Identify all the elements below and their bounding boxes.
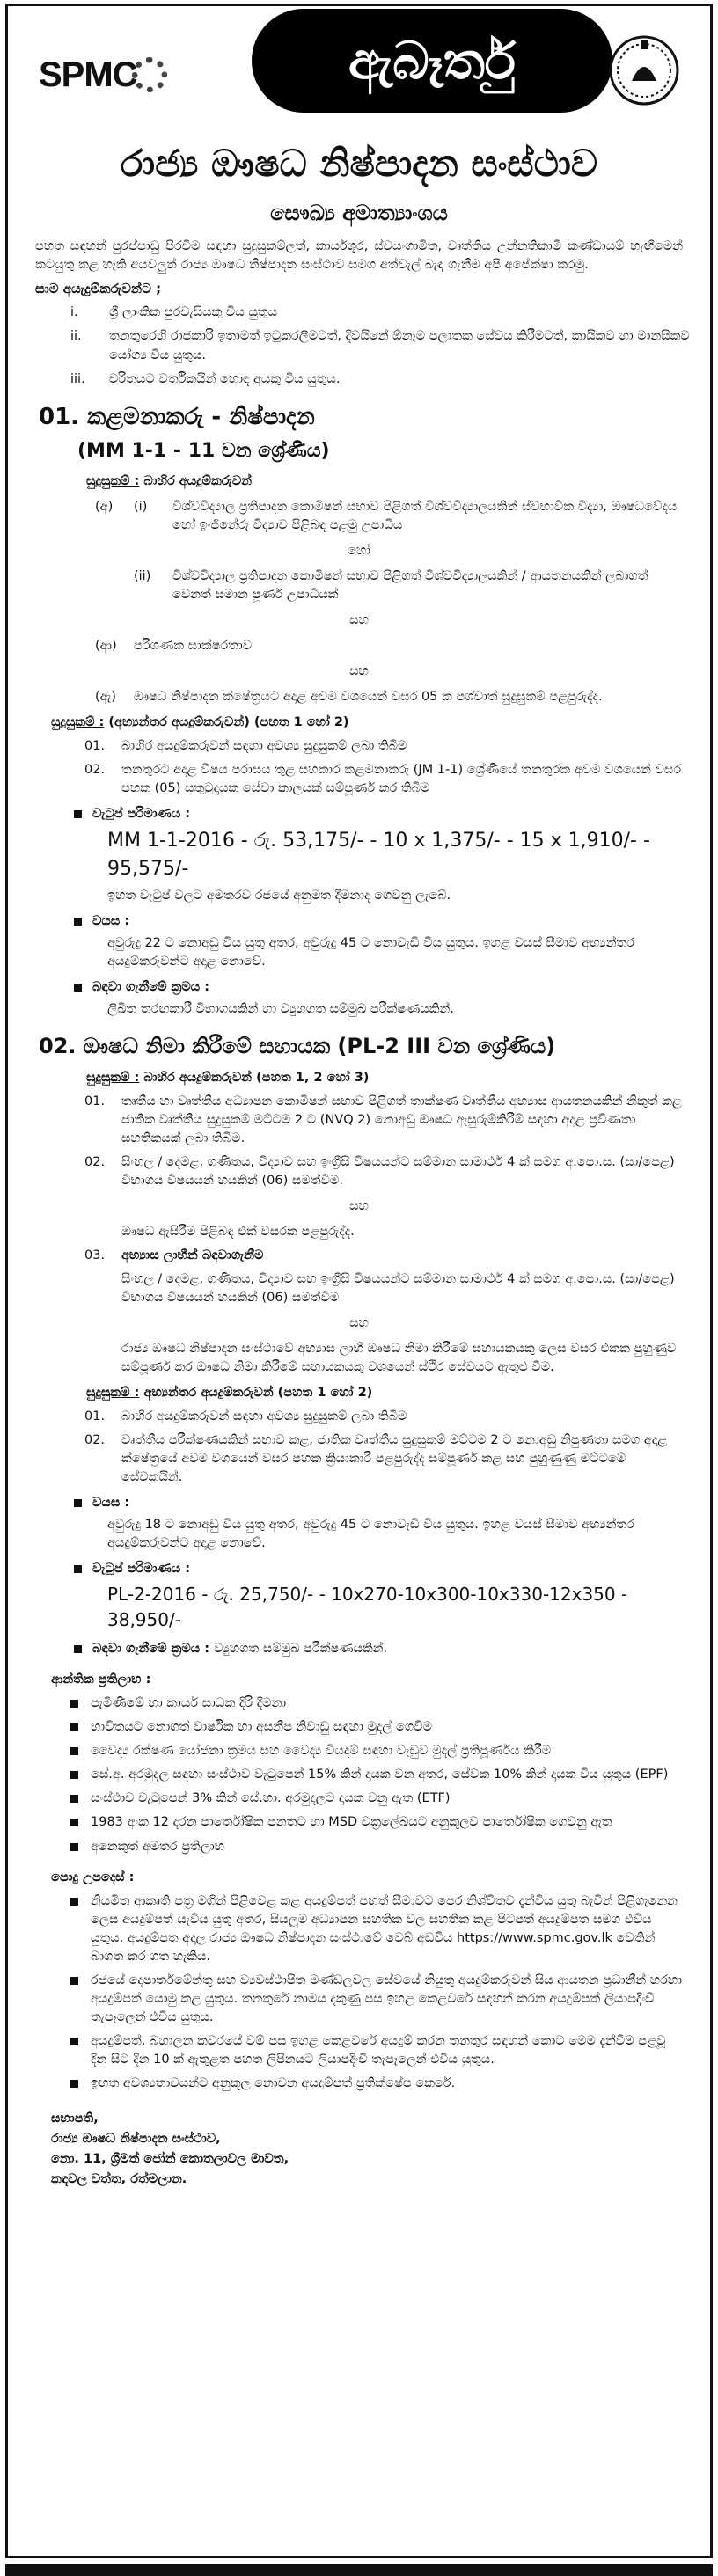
general-instructions-title: පොදු උපදෙස් : [51,1870,135,1884]
and-word: සහ [349,664,369,679]
list-item: ii. තනතුරෙහි රාජකාරි ඉතාමත් ඉටුකරලීමටත්, දිවයිනේ ඕනෑම පලාතක සේවය කිරීමටත්, කායිකව හා මානසිකව යෝග්‍ය විය යුතුය. [70,329,690,362]
org-name: රාජ්‍ය ඖෂධ නිෂ්පාදන සංස්ථාව [120,142,598,185]
header [16,0,702,132]
general-requirements-title: සාම අයැදුම්කරුවන්ට ; [35,280,162,296]
logo-ring-icon [132,57,167,92]
national-emblem-icon [607,26,681,114]
benefits-title: ආන්තික ප්‍රතිලාභ : [51,1672,151,1687]
benefit-item: සේ.අ. අරමුදල සඳහා සංස්ථාව වැටුපෙන් 15% කින් දායක වන අතර, සේවක 10% කින් දායක විය යුතුය (EPF) [70,1766,683,1784]
post-1-external-qualifications-heading: සුදුසුකම් : බාහිර අයදුම්කරුවන් [86,474,253,489]
and-word: සහ [349,613,369,628]
postal-address: සභාපති, රාජ්‍ය ඖෂධ නිෂ්පාදන සංස්ථාව, නො. 11, ශ්‍රීමත් ජෝන් කොතලාවල මාවත, කඳවල වත්ත, රත්මලාන. [51,2111,289,2187]
benefit-item: අනෙකුත් අමතර ප්‍රතිලාභ [70,1838,683,1856]
post-2-internal-qualifications-heading: සුදුසුකම් : අභ්‍යන්තර අයදුම්කරුවන් (පහත 1 හෝ 2) [86,1386,373,1401]
post-1-title: 01. කළමනාකරු - නිෂ්පාදන [39,403,315,430]
instruction-item: රජයේ දෙපාර්තමේන්තු සහ ව්‍යවස්ථාපිත මණ්ඩලවල සේවයේ නියුතු අයදුම්කරුවන් සිය ආයතන ප්‍රධානීන් හරහා අයදුම්පත් යොමු කළ යුතුය. තනතුරේ නාමය දකුණු පස ඉහළ කෙළවරේ සඳහන් කරන අයදුම්පත් ලියාපදිංචි තැපෑලෙන් එවිය යුතුය. [70,1972,683,2027]
post-2-title: 02. ඖෂධ නිමා කිරීමේ සහායක (PL-2 III වන ශ්‍රේණිය) [39,1034,556,1059]
age-label: වයස : [93,1494,683,1512]
benefit-item: 1983 අංක 12 දරන පාර්තෝෂික පනතට හා MSD චක්‍රලේඛයට අනුකූලව පාර්තෝෂික ගෙවනු ඇත [70,1813,683,1832]
list-item: 02. සිංහල / දෙමළ, ගණිතය, විද්‍යාව සහ ඉංග්‍රීසි විෂයයන්ට සම්මාන සාමාර්ථ 4 ක් සමග අ.පො.ස. (සා/පෙළ) විභාගය විෂයයන් හයකින් (06) සමත්වීම. [84,1155,675,1189]
list-item: 03. අභ්‍යාස ලාභීන් බඳවාගැනීම [84,1248,264,1263]
post-1-qual-a-ii: (ii) විශ්වවිද්‍යාල ප්‍රතිපාදන කොමිෂන් සභාව පිළිගත් විශ්වවිද්‍යාලයකින් / ආයතනයකින් ලබාගත් වෙනත් සමාන පූර්ණ උපාධියක් [134,569,648,603]
experience-note: ඖෂධ ඇසිරීම පිළිබඳ එක් වසරක පළපුරුද්ද. [121,1225,355,1240]
benefit-item: භාවිතයට නොගත් වාර්ෂික හා අසනීප නිවාඩු සඳහා මුදල් ගෙවීම [70,1718,683,1737]
list-item: 01. තෘතීය හා වෘත්තීය අධ්‍යාපන කොමිෂන් සභාව පිළිගත් තාක්ෂණ වෘත්තීය අභ්‍යාස ආයතනයකින් නිකුත් කළ ජාතික වෘත්තීය සුදුසුකම් මට්ටම 2 ට (NVQ 2) නොඅඩු ඖෂධ ඇසුරුම්කිරීම් සඳහා අදාළ ප්‍රවීණතා සහතිකයක් ලබා තිබීම. [84,1094,682,1146]
salary-label: වැටුප් පරිමාණය : [93,805,683,823]
post-2-external-qualifications-heading: සුදුසුකම් : බාහිර අයදුම්කරුවන් (පහත 1, 2 හෝ 3) [86,1071,370,1086]
instruction-item: ඉහත අවශ්‍යතාවයන්ට අනුකූල නොවන අයදුම්පත් ප්‍රතික්ෂේප කෙරේ. [70,2075,683,2093]
salary-scale: PL-2-2016 - රු. 25,750/- - 10x270-10x300-10x330-12x350 - 38,950/- [107,1584,628,1631]
logo-text: SPMC [39,55,137,94]
post-1-qual-a-i: (අ) (i) විශ්වවිද්‍යාල ප්‍රතිපාදන කොමිෂන් සභාව පිළිගත් විශ්වවිද්‍යාලයකින් ස්වභාවික විද්‍යා, ඖෂධවේදය හෝ ඉංජිනේරු විද්‍යාව පිළිබඳ පළමු උපාධිය [95,500,678,533]
post-1-qual-c: (ඇ) ඖෂධ නිෂ්පාදන ක්ෂේත්‍රයට අදාළ අවම වශයෙන් වසර 05 ක පශ්චාත් සුදුසුකම් පළපුරුද්ද. [95,690,603,705]
spmc-logo [39,49,167,100]
age-text: අවුරුදු 22 ට නොඅඩු විය යුතු අතර, අවුරුදු 45 ට නොවැඩි විය යුතුය. ඉහළ වයස් සීමාව අභ්‍යන්තර අයදුම්කරුවන්ට අදාළ නොවේ. [107,936,635,970]
list-item: 01. බාහිර අයදුම්කරුවන් සඳහා අවශ්‍ය සුදුසුකම් ලබා තිබීම [84,1409,407,1424]
recruitment-text: ව්‍යුහගත සම්මුඛ පරීක්ෂණයකින්. [214,1642,388,1657]
post-1-grade: (MM 1-1 - 11 වන ශ්‍රේණිය) [77,440,330,463]
and-word: සහ [349,1316,369,1331]
recruitment-label: බඳවා ගැනීමේ ක්‍රමය : [93,978,683,997]
list-item: 02. වෘත්තීය පරීක්ෂණයකින් සභාව කළ, ජාතික වෘත්තීය සුදුසුකම් මට්ටම 2 ට නොඅඩු නිපුණතා සමග අදාළ ක්ෂේත්‍රයේ අවම වශයෙන් වසර පහක ක්‍රියාකාරී පළපුරුද්ද සම්පූර්ණ කළ සහ පුහුණුණු මට්ටමේ සේවකයින්. [84,1433,668,1485]
salary-scale: MM 1-1-2016 - රු. 53,175/- - 10 x 1,375/- - 15 x 1,910/- - 95,575/- [107,830,650,881]
age-label: වයස : [93,912,683,931]
benefit-item: සංස්ථාව වැටුපෙන් 3% කින් සේ.භා. අරමුදලට දායක වනු ඇත (ETF) [70,1789,683,1808]
intro-paragraph: පහත සඳහන් පුරප්පාඩු පිරවීම සඳහා සුදුසුකම්ලත්, කාර්යශූර, ස්වයංගාමිත, වෘත්තිය උන්නතිකාමී කණ්ඩායම් හැඟීමෙන් කටයුතු කළ හැකි අයවලුන් රාජ්‍ය ඖෂධ නිෂ්පාදන සංස්ථාව සමග අත්වැල් බැඳ ගැනීම අපි අපේක්ෂා කරමු. [35,238,683,272]
salary-label: වැටුප් පරිමාණය : [93,1560,683,1578]
ministry-name: සෞඛ්‍ය අමාත්‍යාංශය [270,200,448,225]
post-2-trainee: 03. අභ්‍යාස ලාභීන් බඳවාගැනීම සිංහල / දෙමළ, ගණිතය, විද්‍යාව සහ ඉංග්‍රීසි විෂයයන්ට සම්මාන සාමාර්ථ 4 ක් සමග අ.පො.ස. (සා/පෙළ) විභාගය විෂයයන් හයකින් (06) සමත්වීම [84,1247,683,1307]
page-border [5,4,713,2558]
list-item: 02. තනතුරට අදාළ විෂය පරාසය තුළ සහකාර කළමනාකරු (JM 1-1) ශ්‍රේණියේ තනතුරක අවම වශයෙන් වසර පහක (05) සතුටුදායක සේවා කාලයක් සම්පූර්ණ කර තිබීම [84,763,682,796]
list-item: iii. චරිතයට වර්තිකයින් හොඳ අයකු විය යුතුය. [70,371,341,386]
list-item: i. ශ්‍රී ලාංකික පුරවැසියකු විය යුතුය [70,305,278,320]
or-word: හෝ [347,544,371,559]
salary-note: ඉහත වැටුප් වලට අමතරව රජයේ අනුමත දීමනාද ගෙවනු ලැබේ. [107,889,451,904]
and-word: සහ [349,1199,369,1214]
bottom-band [5,2564,713,2576]
post-1-qual-b: (ආ) පරිගණක සාක්ෂරතාව [95,639,253,654]
list-item: 01. බාහිර අයදුම්කරුවන් සඳහා අවශ්‍ය සුදුසුකම් ලබා තිබීම [84,739,407,754]
benefit-item: පැමිණීමේ හා කාර්ය සාධක දිරි දීමනා [70,1694,683,1713]
recruitment-text: ලිඛිත තරඟකාරී විභාගයකින් හා ව්‍යුහගත සම්මුඛ පරීක්ෂණයකින්. [107,1002,454,1017]
post-1-internal-qualifications-heading: සුදුසුකම් : (අභ්‍යන්තර අයදුම්කරුවන්) (පහත 1 හෝ 2) [51,715,349,730]
trainee-note: රාජ්‍ය ඖෂධ නිෂ්පාදන සංස්ථාවේ අභ්‍යාස ලාභී ඖෂධ නිමා කිරීමේ සහායකයකු ලෙස වසර එකක පුහුණුව සම්පූර්ණ කර ඖෂධ නිමා කිරීමේ සහායකයකු වශයෙන් ස්ථිර සේවයට ඇතුළු වීම. [121,1342,677,1375]
instruction-item: නියමිත ආකෘති පත්‍ර මගින් පිළිවෙළ කළ අයදුම්පත් පහත් සීමාවට පෙර නිශ්චිතව දැන්විය යුතු බැවින් පිළිගැනෙන ලෙස අයදුම්පත් යැවිය යුතු අතර, සියලුම අධ්‍යාපන සහතික වල සහතික කළ පිටපත් අයදුම්පත සමග එවිය යුතුය. අයදුම්පත අදාල රාජ්‍ය ඖෂධ නිෂ්පාදන සංස්ථාවේ වෙබ් අඩවිය https://www.spmc.gov.lk වෙතින් බාගත කර ගත හැකිය. [70,1892,683,1966]
benefit-item: වෛද්‍ය රක්ෂණ යෝජනා ක්‍රමය සහ වෛද්‍ය වියදම් සඳහා වැඩුව මුදල් ප්‍රතිපූර්ණය කිරීම [70,1742,683,1760]
instruction-item: අයදුම්පත්, බහාලන කවරයේ වම් පස ඉහළ කෙළවරේ අයදුම් කරන තනතුර සඳහන් කොට මෙම දැන්වීම පළවූ දින සිට දින 10 ක් ඇතුළත පහත ලිපිනයට ලියාපදිංචි තැපෑලෙන් එවිය යුතුය. [70,2032,683,2069]
age-text: අවුරුදු 18 ට නොඅඩු විය යුතු අතර, අවුරුදු 45 ට නොවැඩි විය යුතුය. ඉහළ වයස් සීමාව අභ්‍යන්තර අයදුම්කරුවන්ට අදාළ නොවේ. [107,1518,635,1551]
recruitment-label: බඳවා ගැනීමේ ක්‍රමය : [92,1642,210,1657]
vacancies-title: ඇබෑර්තු [252,9,612,113]
